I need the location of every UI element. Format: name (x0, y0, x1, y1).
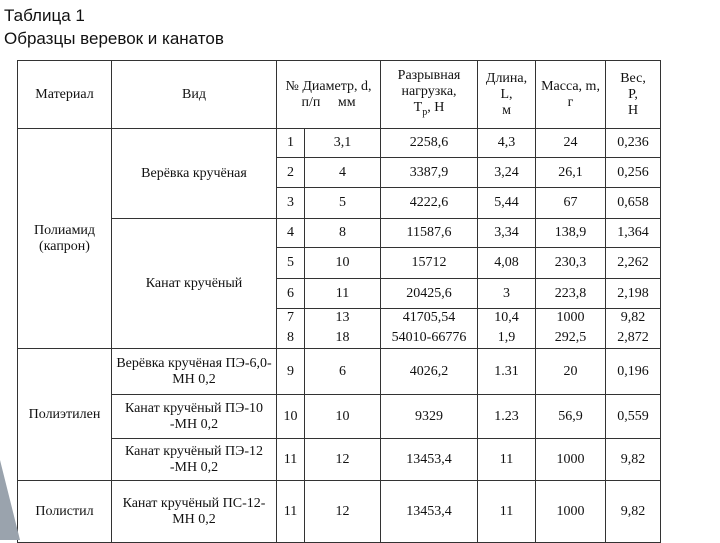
table-row (18, 129, 661, 158)
cell-t: 2258,6 (381, 129, 478, 158)
cell-d: 6 (305, 349, 381, 395)
header-mass-2: г (567, 94, 574, 110)
cell-d: 10 (305, 395, 381, 439)
cell-type: Канат кручёный ПЭ-10 -МН 0,2 (112, 395, 277, 439)
table-row (18, 439, 661, 481)
cell-p: 0,196 (606, 349, 661, 395)
cell-n: 10 (277, 395, 305, 439)
header-num-diameter (277, 61, 381, 129)
cell-d: 11 (305, 279, 381, 309)
cell-d: 3,1 (305, 129, 381, 158)
cell-t: 41705,54 (381, 309, 478, 328)
cell-d: 18 (305, 328, 381, 349)
group-polyamide: Полиамид (капрон) (18, 129, 112, 349)
cell-t: 4026,2 (381, 349, 478, 395)
cell-type: Канат кручёный ПЭ-12 -МН 0,2 (112, 439, 277, 481)
header-length (478, 61, 536, 129)
table-row (18, 395, 661, 439)
cell-type: Верёвка кручёная ПЭ-6,0- МН 0,2 (112, 349, 277, 395)
cell-t: 54010-66776 (381, 328, 478, 349)
cell-d: 4 (305, 158, 381, 188)
cell-t: 9329 (381, 395, 478, 439)
header-length-3: м (502, 102, 511, 118)
header-num-sub: п/п (301, 94, 321, 110)
header-num: № (285, 78, 299, 94)
cell-m: 1000 (536, 309, 606, 328)
cell-t: 11587,6 (381, 219, 478, 248)
ropes-table (17, 60, 661, 543)
cell-m: 24 (536, 129, 606, 158)
cell-n: 1 (277, 129, 305, 158)
cell-m: 230,3 (536, 248, 606, 279)
cell-n: 5 (277, 248, 305, 279)
cell-m: 26,1 (536, 158, 606, 188)
cell-l: 11 (478, 439, 536, 481)
cell-l: 5,44 (478, 188, 536, 219)
header-weight-2: P, (628, 86, 638, 102)
cell-t: 4222,6 (381, 188, 478, 219)
cell-l: 11 (478, 481, 536, 543)
cell-l: 4,3 (478, 129, 536, 158)
cell-d: 5 (305, 188, 381, 219)
table-caption-title: Таблица 1 (4, 6, 85, 25)
cell-d: 10 (305, 248, 381, 279)
header-load-sub: p (422, 106, 428, 118)
cell-l: 3,24 (478, 158, 536, 188)
cell-n: 11 (277, 439, 305, 481)
cell-t: 20425,6 (381, 279, 478, 309)
group-twisted-cable: Канат кручёный (112, 219, 277, 349)
cell-p: 0,658 (606, 188, 661, 219)
header-load-t: T (413, 100, 423, 116)
cell-p: 9,82 (606, 309, 661, 328)
cell-p: 2,872 (606, 328, 661, 349)
header-diameter: Диаметр, d, (302, 78, 372, 94)
cell-m: 292,5 (536, 328, 606, 349)
header-length-2: L, (500, 86, 513, 102)
table-row (18, 349, 661, 395)
cell-n: 9 (277, 349, 305, 395)
header-type: Вид (112, 61, 277, 129)
cell-m: 1000 (536, 481, 606, 543)
cell-p: 2,198 (606, 279, 661, 309)
cell-n: 7 (277, 309, 305, 328)
cell-l: 4,08 (478, 248, 536, 279)
table-caption-subtitle: Образцы веревок и канатов (4, 29, 224, 48)
group-polystyrene: Полистил (18, 481, 112, 543)
cell-p: 2,262 (606, 248, 661, 279)
header-row (18, 61, 661, 129)
cell-n: 8 (277, 328, 305, 349)
cell-l: 1,9 (478, 328, 536, 349)
header-weight-1: Вес, (620, 70, 646, 86)
corner-decoration (0, 400, 20, 540)
cell-l: 1.31 (478, 349, 536, 395)
cell-l: 1.23 (478, 395, 536, 439)
cell-m: 56,9 (536, 395, 606, 439)
group-twisted-rope: Верёвка кручёная (112, 129, 277, 219)
cell-l: 3 (478, 279, 536, 309)
cell-n: 6 (277, 279, 305, 309)
cell-d: 12 (305, 439, 381, 481)
header-load-unit: , Н (427, 100, 445, 116)
cell-p: 9,82 (606, 439, 661, 481)
cell-m: 223,8 (536, 279, 606, 309)
cell-m: 138,9 (536, 219, 606, 248)
cell-n: 11 (277, 481, 305, 543)
cell-type: Канат кручёный ПС-12-МН 0,2 (112, 481, 277, 543)
cell-t: 3387,9 (381, 158, 478, 188)
cell-m: 1000 (536, 439, 606, 481)
header-weight (606, 61, 661, 129)
cell-d: 13 (305, 309, 381, 328)
header-load-2: нагрузка, (401, 84, 457, 100)
cell-p: 1,364 (606, 219, 661, 248)
header-diameter-unit: мм (337, 94, 356, 110)
group-polyethylene: Полиэтилен (18, 349, 112, 481)
cell-p: 9,82 (606, 481, 661, 543)
header-length-1: Длина, (485, 70, 528, 86)
cell-d: 12 (305, 481, 381, 543)
cell-p: 0,559 (606, 395, 661, 439)
cell-l: 3,34 (478, 219, 536, 248)
header-mass (536, 61, 606, 129)
cell-p: 0,236 (606, 129, 661, 158)
cell-m: 20 (536, 349, 606, 395)
header-weight-3: Н (627, 102, 639, 118)
cell-l: 10,4 (478, 309, 536, 328)
header-mass-1: Масса, m, (541, 78, 600, 94)
table-row (18, 219, 661, 248)
cell-n: 4 (277, 219, 305, 248)
cell-d: 8 (305, 219, 381, 248)
cell-m: 67 (536, 188, 606, 219)
header-breaking-load (381, 61, 478, 129)
cell-p: 0,256 (606, 158, 661, 188)
table-row (18, 481, 661, 543)
cell-n: 3 (277, 188, 305, 219)
cell-t: 15712 (381, 248, 478, 279)
cell-t: 13453,4 (381, 439, 478, 481)
header-material: Материал (18, 61, 112, 129)
header-load-1: Разрывная (397, 68, 461, 84)
cell-t: 13453,4 (381, 481, 478, 543)
cell-n: 2 (277, 158, 305, 188)
